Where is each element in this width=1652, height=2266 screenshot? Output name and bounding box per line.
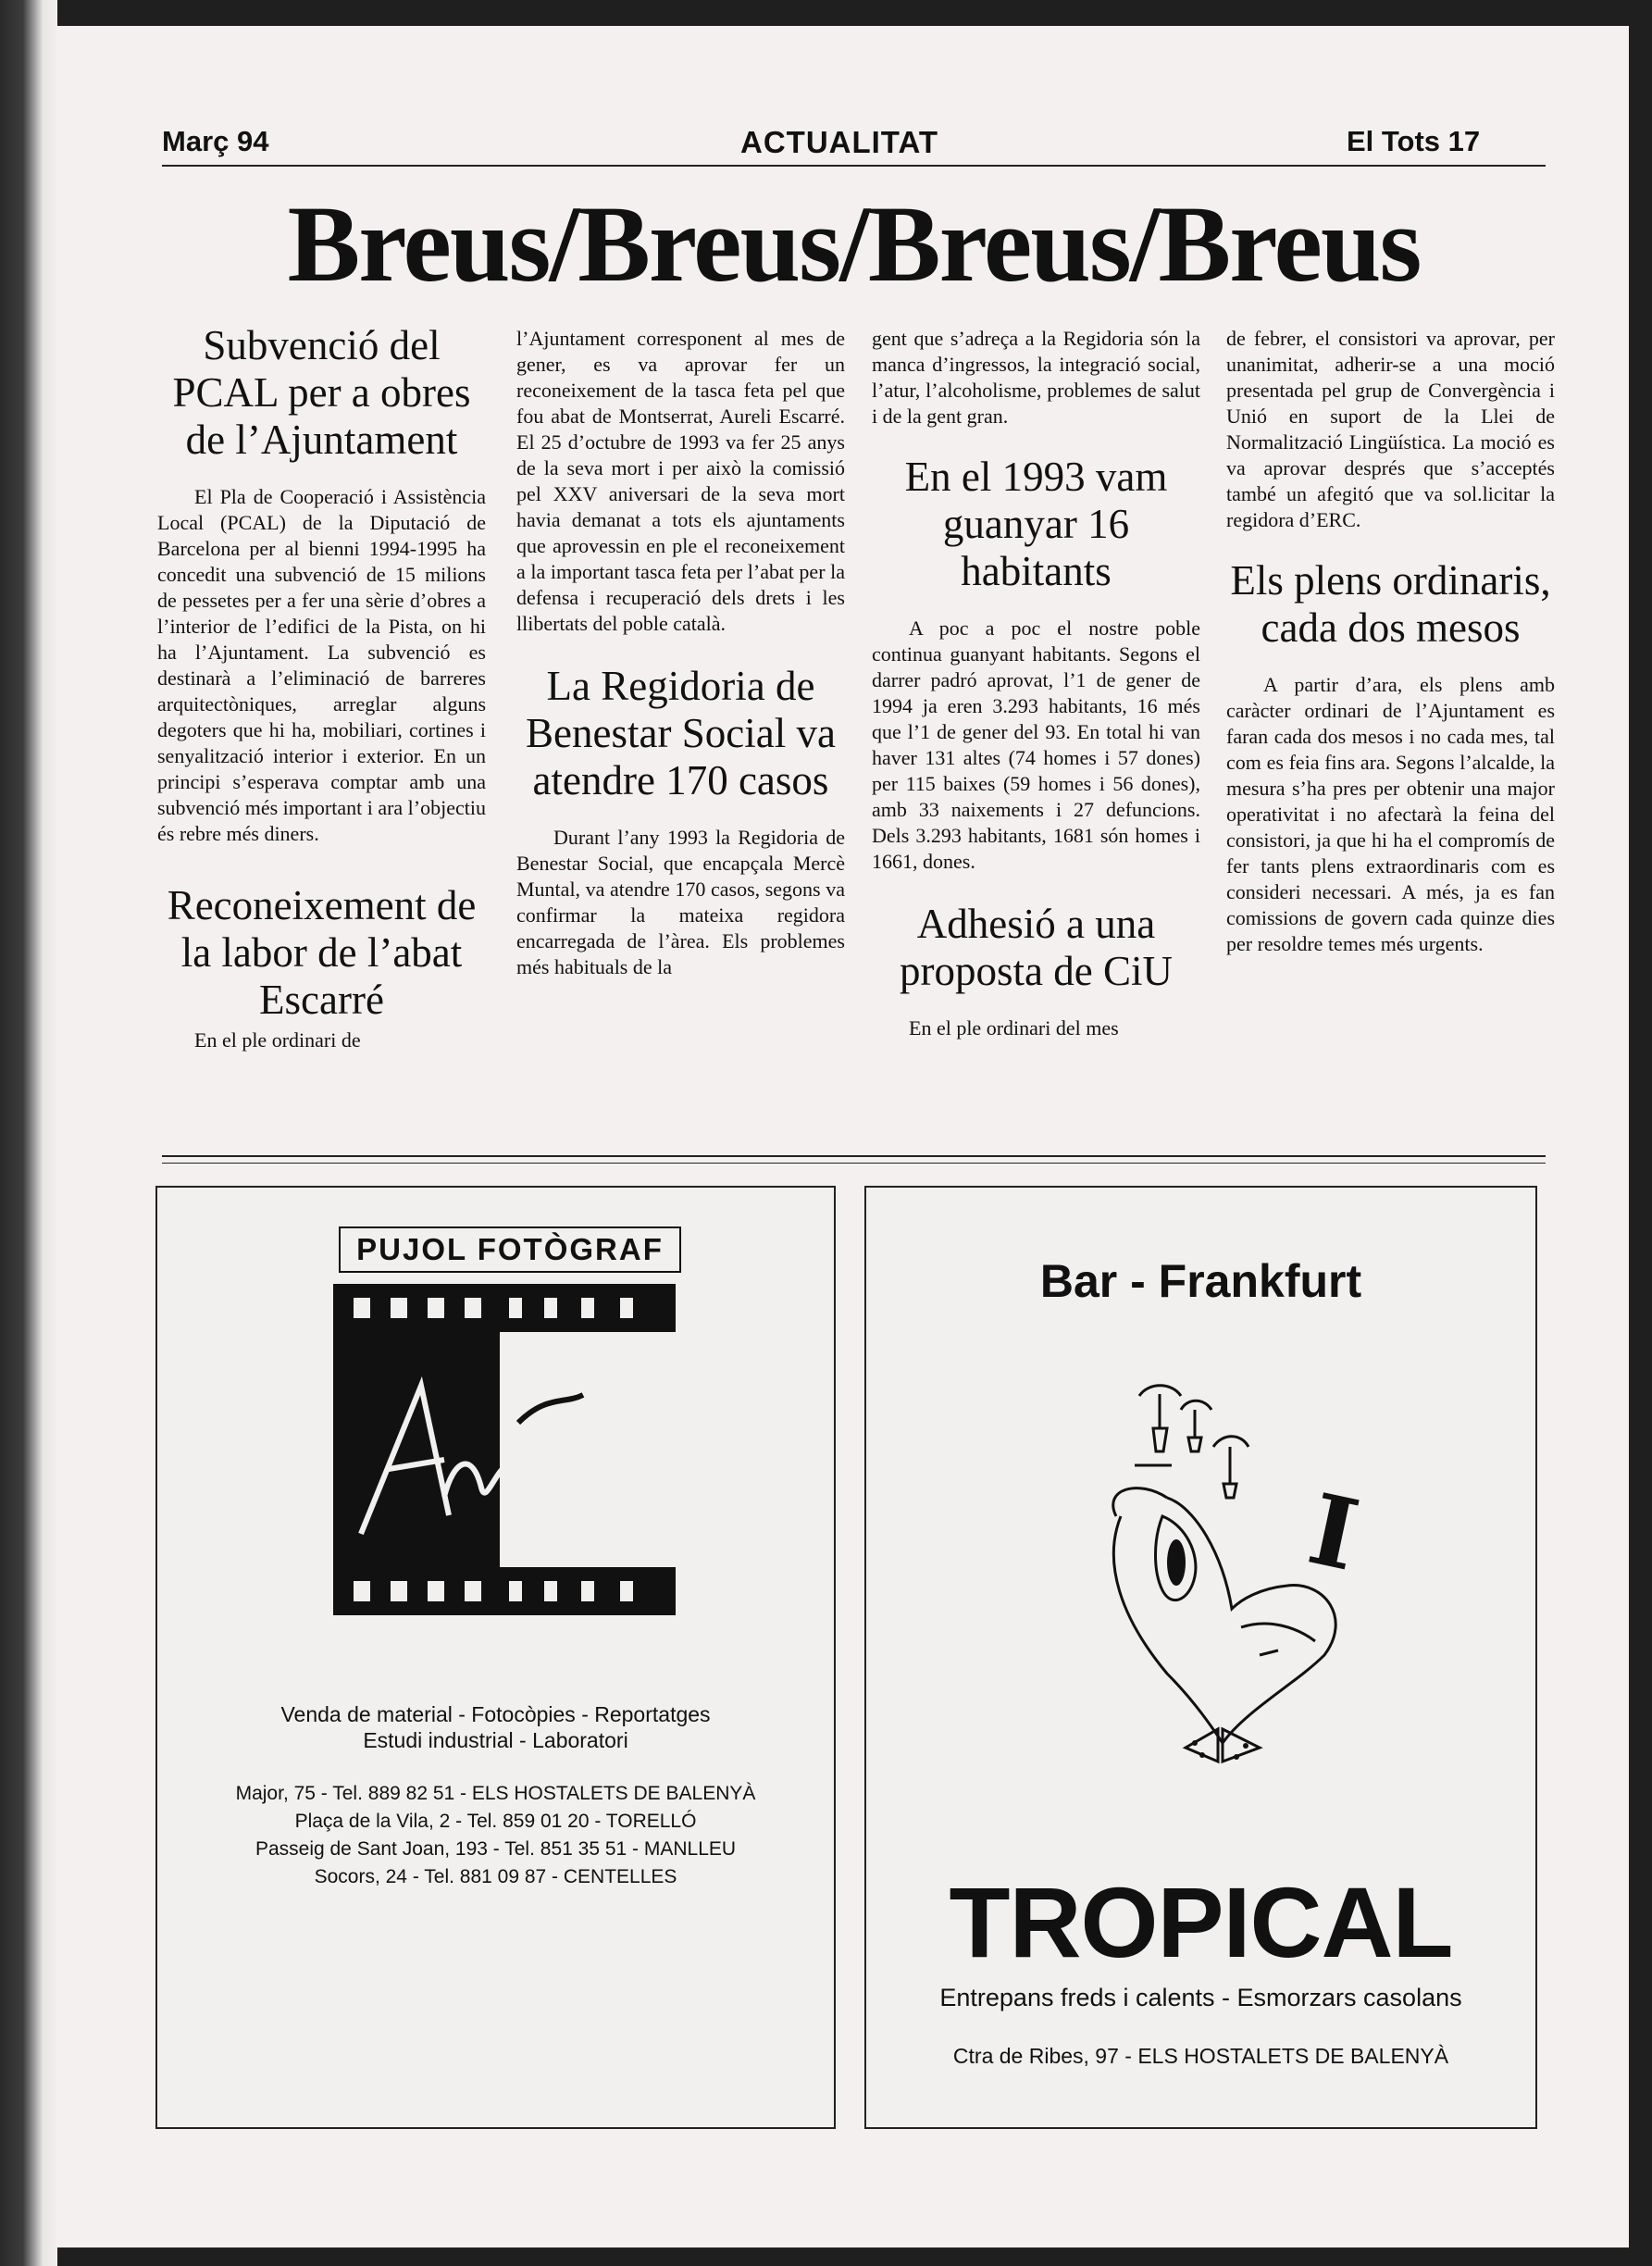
header-rule: [162, 165, 1546, 167]
ad-bar-name: TROPICAL: [949, 1866, 1453, 1978]
ad-bar-title: Bar - Frankfurt: [1039, 1255, 1362, 1307]
ad-bar-address: Ctra de Ribes, 97 - ELS HOSTALETS DE BALENYÀ: [952, 2044, 1449, 2068]
column-4: [1226, 326, 1555, 957]
ad-pujol-address: Plaça de la Vila, 2 - Tel. 859 01 20 - TORELLÓ: [294, 1811, 697, 1832]
ad-pujol-brand: PUJOL FOTÒGRAF: [339, 1226, 681, 1273]
article-body-benestar: Durant l’any 1993 la Regidoria de Benestar Social, que encapçala Mercè Muntal, va atendre 170 casos, segons va confirmar la mateixa regidora encarregada de l’àrea. Els problemes més habituals de la: [516, 826, 845, 978]
article-body-ciu-cont: de febrer, el consistori va aprovar, per unanimitat, adherir-se a una moció presentada pel grup de Convergència i Unió en suport de la Llei de Normalització Lingüística. La moció es va aprovar després que s’acceptés també un afegitó que va sol.licitar la regidora d’ERC.: [1226, 327, 1555, 531]
article-title-subvencio: Subvenció del PCAL per a obres de l’Ajuntament: [172, 322, 471, 463]
ad-pujol-services: [157, 1701, 834, 1753]
article-title-escarre: Reconeixement de la labor de l’abat Escarré: [167, 882, 477, 1023]
article-body-escarre-start: En el ple ordinari de: [194, 1028, 361, 1052]
ads-separator-top: [162, 1155, 1546, 1157]
column-3: [872, 326, 1200, 1041]
film-strip-logo: [333, 1284, 676, 1615]
article-title-ciu: Adhesió a una proposta de CiU: [900, 901, 1173, 994]
column-2: [516, 326, 845, 980]
ad-bar-frankfurt: [864, 1186, 1537, 2129]
ad-pujol-services-line-1: Venda de material - Fotocòpies - Reportatges: [280, 1702, 711, 1726]
article-body-plens: A partir d’ara, els plens amb caràcter ordinari de l’Ajuntament es faran cada dos mesos i no cada mes, tal com es feia fins ara. Segons l’alcalde, la mesura s’ha pres per obtenir una major operativitat i no afectarà la feina del consistori, ja que hi ha el compromís de fer tants plens extraordinaris com es consideri necessari. A més, ja es fan comissions de govern cada quinze dies per resoldre temes més urgents.: [1226, 673, 1555, 955]
article-body-benestar-cont: gent que s’adreça a la Regidoria són la manca d’ingressos, la integració social, l’atur, l’alcoholisme, problemes de salut i de la gent gran.: [872, 327, 1200, 428]
article-body-escarre-cont: l’Ajuntament corresponent al mes de gener, es va aprovar fer un reconeixement de la tasca feta pel que fou abat de Montserrat, Aureli Escarré. El 25 d’octubre de 1993 va fer 25 anys de la seva mort i per això la comissió pel XXV aniversari de la seva mort havia demanat a tots els ajuntaments que aprovessin en ple el reconeixement a la important tasca feta per l’abat per la defensa i recuperació dels drets i les llibertats del poble català.: [516, 327, 845, 635]
column-1: [157, 322, 486, 1053]
binding-spine: [0, 0, 57, 2266]
article-body-habitants: A poc a poc el nostre poble continua guanyant habitants. Segons el darrer padró aprovat, l’1 de gener de 1994 ja eren 3.293 habitants, 16 més que l’1 de gener del 93. En total hi van haver 131 altes (74 homes i 57 dones) per 115 baixes (59 homes i 56 dones), amb 33 naixements i 27 defuncions. Dels 3.293 habitants, 1681 són homes i 1661, dones.: [872, 616, 1200, 873]
article-title-benestar: La Regidoria de Benestar Social va atendre 170 casos: [526, 663, 836, 803]
article-body-subvencio: El Pla de Cooperació i Assistència Local (PCAL) de la Diputació de Barcelona per al bienni 1994-1995 ha concedit una subvenció de 15 milions de pessetes per a fer una sèrie d’obres a l’interior de l’edifici de la Pista, on hi ha l’Ajuntament. La subvenció es destinarà a l’eliminació de barreres arquitectòniques, arreglar alguns degoters que hi ha, mobiliari, cortines i senyalització interior i exterior. En un principi s’esperava comptar amb una subvenció més important i ara l’objectiu és rebre més diners.: [157, 485, 486, 845]
ad-pujol-address: Socors, 24 - Tel. 881 09 87 - CENTELLES: [314, 1866, 677, 1887]
ad-pujol-address: Passeig de Sant Joan, 193 - Tel. 851 35 51 - MANLLEU: [255, 1838, 737, 1860]
article-title-plens: Els plens ordinaris, cada dos mesos: [1230, 557, 1551, 651]
header-date: Març 94: [162, 125, 269, 157]
ad-pujol-fotograf: [155, 1186, 836, 2129]
article-body-ciu-start: En el ple ordinari del mes: [909, 1016, 1119, 1040]
ad-pujol-addresses: [157, 1780, 834, 1891]
ads-separator-bottom: [162, 1163, 1546, 1164]
header-section: ACTUALITAT: [740, 125, 939, 159]
article-title-habitants: En el 1993 vam guanyar 16 habitants: [904, 454, 1168, 594]
ad-pujol-services-line-2: Estudi industrial - Laboratori: [363, 1728, 628, 1752]
ad-bar-letter: I: [1299, 1471, 1369, 1593]
ad-bar-tagline: Entrepans freds i calents - Esmorzars casolans: [939, 1984, 1462, 2011]
ad-pujol-address: Major, 75 - Tel. 889 82 51 - ELS HOSTALETS DE BALENYÀ: [235, 1783, 756, 1804]
header-page-number: El Tots 17: [1347, 125, 1481, 157]
page-banner: Breus/Breus/Breus/Breus: [287, 183, 1421, 305]
